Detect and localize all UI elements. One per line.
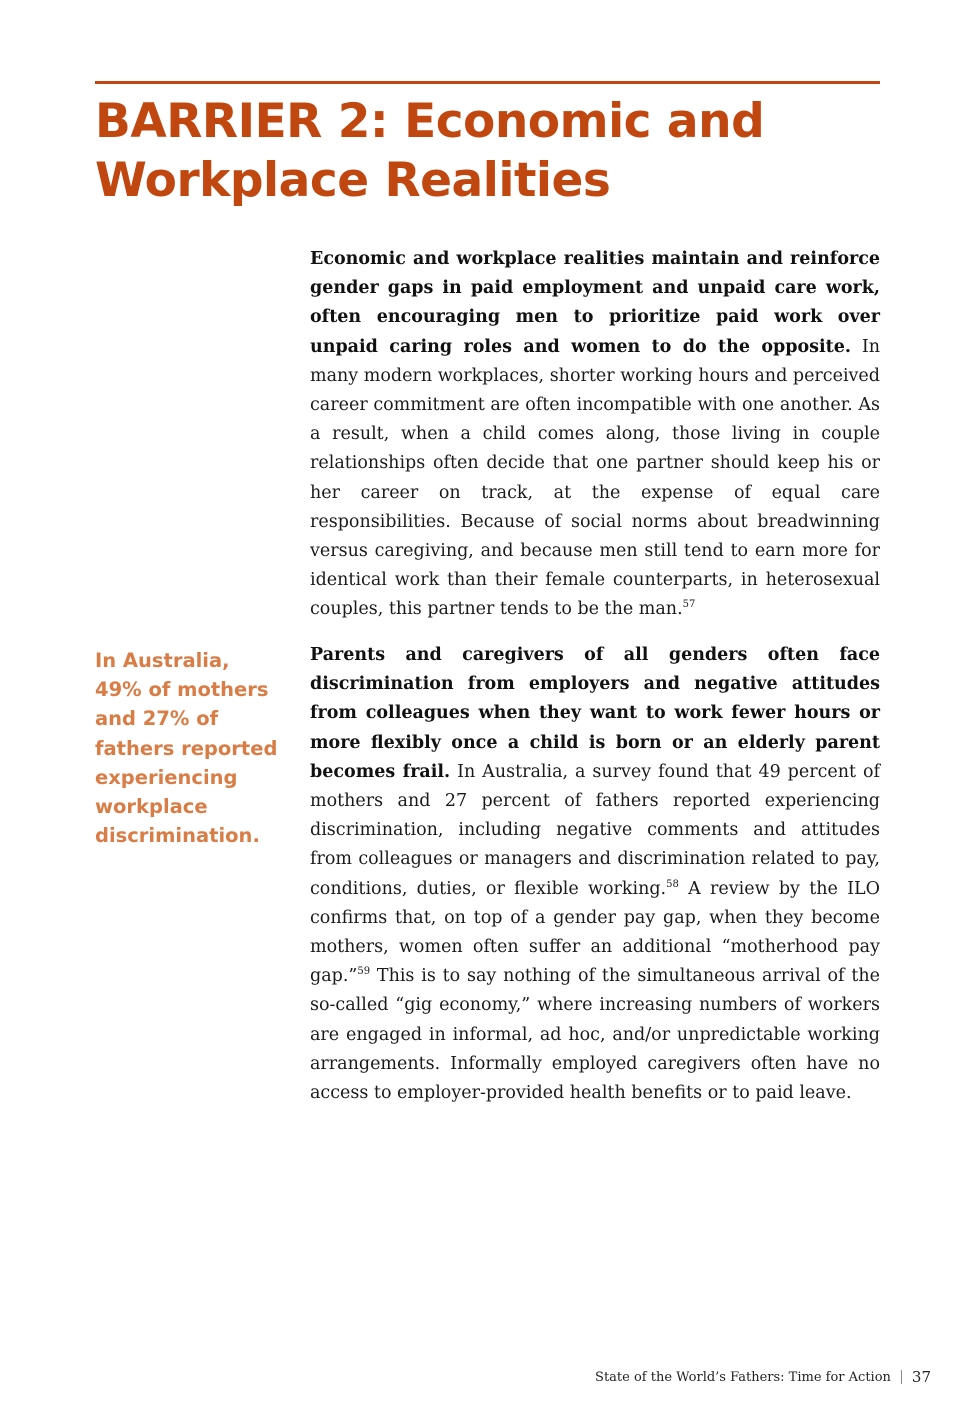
pull-quote: In Australia, 49% of mothers and 27% of fathers reported experiencing workplace discrimination.: [95, 649, 278, 848]
title-rule: [95, 81, 880, 84]
paragraph-1-lead: Economic and workplace realities maintain and reinforce gender gaps in paid employment and unpaid care work, often encouraging men to prioritize paid work over unpaid caring roles and women to do the opposite.: [310, 249, 880, 357]
page-number: 37: [911, 1368, 931, 1386]
page-footer: [595, 1368, 931, 1386]
footnote-ref-59: 59: [357, 966, 371, 978]
footer-divider: [901, 1370, 902, 1384]
footer-publication-title: State of the World’s Fathers: Time for Action: [595, 1369, 891, 1385]
paragraph-2-text-b: A review by the ILO confirms that, on top of a gender pay gap, when they become mothers, women often suffer an additional “motherhood pay gap.”: [310, 878, 880, 987]
body-paragraph-2: [310, 641, 880, 1108]
paragraph-2-text-a: In Australia, a survey found that 49 percent of mothers and 27 percent of fathers reported experiencing discrimination, including negative comments and attitudes from colleagues or managers and discrimination related to pay, conditions, duties, or flexible working.: [310, 761, 880, 899]
page-title: [95, 92, 880, 210]
body-paragraph-1: [310, 245, 880, 625]
paragraph-1-text: In many modern workplaces, shorter working hours and perceived career commitment are often incompatible with one another. As a result, when a child comes along, those living in couple relationships often decide that one partner should keep his or her career on track, at the expense of equal care responsibilities. Because of social norms about breadwinning versus caregiving, and because men still tend to earn more for identical work than their female counterparts, in heterosexual couples, this partner tends to be the man.: [310, 336, 881, 620]
paragraph-2-text-c: This is to say nothing of the simultaneous arrival of the so-called “gig economy,” where increasing numbers of workers are engaged in informal, ad hoc, and/or unpredictable working arrangements. Informally employed caregivers often have no access to employer-provided health benefits or to paid leave.: [310, 966, 880, 1104]
paragraph-2-lead: Parents and caregivers of all genders often face discrimination from employers and negative attitudes from colleagues when they want to work fewer hours or more flexibly once a child is born or an elderly parent becomes frail.: [310, 645, 880, 782]
footnote-ref-57: 57: [682, 599, 696, 611]
page-title-line-2: Workplace Realities: [95, 153, 611, 208]
page-title-line-1: BARRIER 2: Economic and: [95, 94, 765, 149]
footnote-ref-58: 58: [666, 878, 679, 890]
